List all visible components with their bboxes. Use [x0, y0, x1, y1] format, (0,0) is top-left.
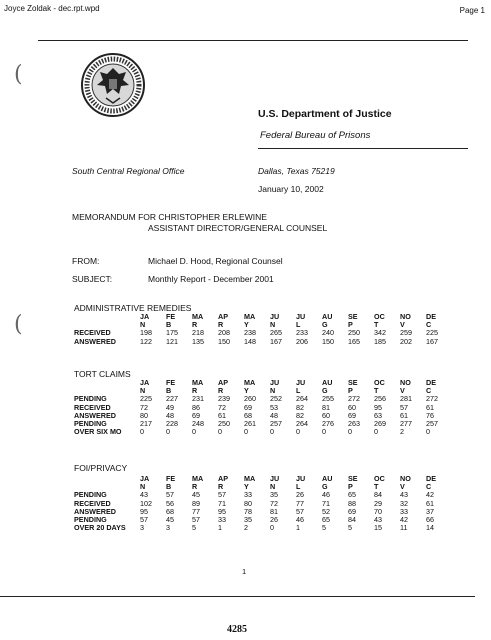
- month-header: P: [348, 482, 353, 492]
- table-cell: 57: [218, 490, 226, 500]
- month-header: AP: [218, 312, 228, 321]
- table-cell: 250: [218, 419, 230, 429]
- table-row: [74, 338, 452, 346]
- month-header: B: [166, 320, 172, 330]
- table-row: [74, 404, 452, 412]
- memo-addressee-title: ASSISTANT DIRECTOR/GENERAL COUNSEL: [148, 223, 328, 233]
- table-cell: 56: [166, 498, 174, 508]
- table-cell: 84: [374, 490, 382, 500]
- table-cell: 45: [166, 515, 174, 525]
- table-cell: 61: [426, 402, 434, 412]
- table-cell: 57: [166, 490, 174, 500]
- admin-remedies-table: [74, 313, 452, 346]
- table-cell: 208: [218, 328, 230, 338]
- table-cell: 206: [296, 336, 308, 346]
- table-cell: 1: [296, 523, 300, 533]
- table-cell: 0: [244, 427, 248, 437]
- month-header: JU: [296, 312, 306, 321]
- memo-addressee: MEMORANDUM FOR CHRISTOPHER ERLEWINE: [72, 212, 267, 222]
- month-header: L: [296, 386, 301, 396]
- month-header: R: [192, 320, 198, 330]
- table-cell: 46: [296, 515, 304, 525]
- table-row: [74, 420, 452, 428]
- table-cell: 32: [400, 498, 408, 508]
- margin-mark: (: [14, 312, 23, 337]
- month-header: T: [374, 386, 379, 396]
- table-cell: 228: [166, 419, 178, 429]
- month-header: N: [270, 386, 276, 396]
- bates-number: 4285: [227, 624, 247, 635]
- table-cell: 0: [270, 427, 274, 437]
- month-header: JU: [270, 312, 280, 321]
- table-cell: 82: [296, 402, 304, 412]
- table-cell: 217: [140, 419, 152, 429]
- table-cell: 185: [374, 336, 386, 346]
- table-cell: 42: [426, 490, 434, 500]
- memo-date: January 10, 2002: [258, 184, 324, 194]
- table-row: [74, 524, 452, 532]
- from-label: FROM:: [72, 256, 100, 266]
- table-cell: 257: [426, 419, 438, 429]
- table-cell: 257: [270, 419, 282, 429]
- table-cell: 238: [244, 328, 256, 338]
- month-header: DE: [426, 474, 436, 483]
- table-cell: 255: [322, 394, 334, 404]
- table-cell: 52: [322, 506, 330, 516]
- table-cell: 78: [244, 506, 252, 516]
- table-cell: 43: [374, 515, 382, 525]
- table-cell: 84: [348, 515, 356, 525]
- table-cell: 37: [426, 506, 434, 516]
- table-cell: 26: [270, 515, 278, 525]
- month-header: C: [426, 482, 432, 492]
- table-row: [74, 491, 452, 499]
- table-cell: 252: [270, 394, 282, 404]
- table-cell: 1: [218, 523, 222, 533]
- table-cell: 86: [192, 402, 200, 412]
- month-header: P: [348, 320, 353, 330]
- row-label: ANSWERED: [74, 336, 116, 346]
- table-cell: 66: [426, 515, 434, 525]
- table-cell: 68: [166, 506, 174, 516]
- month-header: V: [400, 386, 405, 396]
- table-cell: 48: [270, 410, 278, 420]
- table-cell: 0: [296, 427, 300, 437]
- table-cell: 60: [348, 402, 356, 412]
- month-header: B: [166, 482, 172, 492]
- month-header: AU: [322, 474, 333, 483]
- month-header: N: [140, 320, 146, 330]
- month-header: Y: [244, 320, 249, 330]
- month-header: C: [426, 386, 432, 396]
- table-cell: 72: [270, 498, 278, 508]
- table-cell: 70: [374, 506, 382, 516]
- table-cell: 225: [426, 328, 438, 338]
- table-cell: 57: [296, 506, 304, 516]
- table-cell: 150: [218, 336, 230, 346]
- month-header: OC: [374, 378, 385, 387]
- month-header: FE: [166, 378, 176, 387]
- foi-privacy-table: [74, 475, 452, 532]
- table-cell: 95: [218, 506, 226, 516]
- table-cell: 0: [270, 523, 274, 533]
- subject-value: Monthly Report - December 2001: [148, 274, 274, 284]
- table-cell: 43: [140, 490, 148, 500]
- table-cell: 63: [374, 410, 382, 420]
- month-header: AP: [218, 378, 228, 387]
- table-cell: 264: [296, 419, 308, 429]
- month-header: DE: [426, 378, 436, 387]
- month-header-row: [74, 321, 452, 329]
- table-cell: 342: [374, 328, 386, 338]
- month-header: MA: [244, 474, 256, 483]
- table-cell: 33: [400, 506, 408, 516]
- table-cell: 61: [400, 410, 408, 420]
- month-header-row: [74, 313, 452, 321]
- table-cell: 122: [140, 336, 152, 346]
- table-cell: 60: [322, 410, 330, 420]
- table-cell: 0: [166, 427, 170, 437]
- page-label: Page 1: [459, 6, 485, 15]
- month-header: V: [400, 482, 405, 492]
- month-header: JU: [296, 474, 306, 483]
- page-number: 1: [242, 567, 247, 576]
- table-cell: 35: [244, 515, 252, 525]
- row-label: RECEIVED: [74, 498, 111, 508]
- table-cell: 81: [270, 506, 278, 516]
- table-cell: 71: [322, 498, 330, 508]
- table-cell: 49: [166, 402, 174, 412]
- table-cell: 95: [140, 506, 148, 516]
- month-header: NO: [400, 378, 411, 387]
- table-cell: 248: [192, 419, 204, 429]
- table-cell: 0: [140, 427, 144, 437]
- office-name: South Central Regional Office: [72, 166, 185, 176]
- table-cell: 68: [244, 410, 252, 420]
- table-cell: 14: [426, 523, 434, 533]
- row-label: PENDING: [74, 394, 107, 404]
- table-cell: 150: [322, 336, 334, 346]
- table-cell: 69: [348, 506, 356, 516]
- table-cell: 260: [244, 394, 256, 404]
- table-cell: 11: [400, 523, 408, 533]
- table-cell: 33: [218, 515, 226, 525]
- table-cell: 233: [296, 328, 308, 338]
- month-header: JU: [270, 378, 280, 387]
- table-cell: 65: [322, 515, 330, 525]
- month-header-row: [74, 475, 452, 483]
- margin-mark: (: [14, 62, 23, 87]
- letterhead-rule: [258, 148, 468, 149]
- month-header: N: [140, 482, 146, 492]
- office-location: Dallas, Texas 75219: [258, 166, 335, 176]
- month-header: G: [322, 482, 328, 492]
- table-cell: 218: [192, 328, 204, 338]
- table-cell: 259: [400, 328, 412, 338]
- document-filename: Joyce Zoldak - dec.rpt.wpd: [4, 4, 100, 13]
- month-header: Y: [244, 482, 249, 492]
- table-cell: 0: [426, 427, 430, 437]
- table-cell: 33: [244, 490, 252, 500]
- month-header-row: [74, 387, 452, 395]
- row-label: PENDING: [74, 515, 107, 525]
- table-cell: 272: [426, 394, 438, 404]
- month-header: MA: [192, 312, 204, 321]
- row-label: RECEIVED: [74, 328, 111, 338]
- month-header: R: [192, 386, 198, 396]
- table-cell: 121: [166, 336, 178, 346]
- table-cell: 0: [218, 427, 222, 437]
- row-label: ANSWERED: [74, 506, 116, 516]
- month-header: FE: [166, 312, 176, 321]
- table-row: [74, 395, 452, 403]
- month-header: R: [218, 320, 224, 330]
- table-cell: 2: [244, 523, 248, 533]
- month-header: T: [374, 320, 379, 330]
- table-cell: 167: [270, 336, 282, 346]
- month-header: NO: [400, 312, 411, 321]
- table-cell: 69: [244, 402, 252, 412]
- month-header: G: [322, 320, 328, 330]
- table-cell: 276: [322, 419, 334, 429]
- table-cell: 42: [400, 515, 408, 525]
- table-cell: 57: [400, 402, 408, 412]
- table-cell: 69: [192, 410, 200, 420]
- table-cell: 165: [348, 336, 360, 346]
- month-header: OC: [374, 312, 385, 321]
- month-header: C: [426, 320, 432, 330]
- table-cell: 277: [400, 419, 412, 429]
- table-cell: 57: [140, 515, 148, 525]
- table-cell: 95: [374, 402, 382, 412]
- table-cell: 261: [244, 419, 256, 429]
- table-cell: 48: [166, 410, 174, 420]
- table-cell: 167: [426, 336, 438, 346]
- table-cell: 0: [348, 427, 352, 437]
- table-cell: 272: [348, 394, 360, 404]
- month-header: N: [140, 386, 146, 396]
- month-header: MA: [244, 378, 256, 387]
- table-row: [74, 500, 452, 508]
- month-header: N: [270, 482, 276, 492]
- table-cell: 35: [270, 490, 278, 500]
- month-header: N: [270, 320, 276, 330]
- table-row: [74, 329, 452, 337]
- table-cell: 72: [218, 402, 226, 412]
- bottom-rule: [0, 596, 475, 597]
- month-header: MA: [192, 378, 204, 387]
- month-header: G: [322, 386, 328, 396]
- from-value: Michael D. Hood, Regional Counsel: [148, 256, 283, 266]
- month-header: JA: [140, 474, 150, 483]
- table-cell: 72: [140, 402, 148, 412]
- table-cell: 198: [140, 328, 152, 338]
- table-row: [74, 508, 452, 516]
- table-cell: 53: [270, 402, 278, 412]
- month-header: AU: [322, 312, 333, 321]
- month-header: SE: [348, 378, 358, 387]
- month-header: MA: [192, 474, 204, 483]
- table-cell: 69: [348, 410, 356, 420]
- table-cell: 45: [192, 490, 200, 500]
- table-cell: 269: [374, 419, 386, 429]
- table-cell: 77: [296, 498, 304, 508]
- table-cell: 227: [166, 394, 178, 404]
- month-header: FE: [166, 474, 176, 483]
- month-header: JA: [140, 378, 150, 387]
- table-cell: 135: [192, 336, 204, 346]
- table-cell: 82: [296, 410, 304, 420]
- table-cell: 175: [166, 328, 178, 338]
- month-header: OC: [374, 474, 385, 483]
- table-cell: 202: [400, 336, 412, 346]
- table-cell: 89: [192, 498, 200, 508]
- month-header: MA: [244, 312, 256, 321]
- month-header: R: [192, 482, 198, 492]
- table-cell: 61: [218, 410, 226, 420]
- month-header: AU: [322, 378, 333, 387]
- month-header: R: [218, 482, 224, 492]
- month-header-row: [74, 379, 452, 387]
- table-cell: 281: [400, 394, 412, 404]
- table-cell: 29: [374, 498, 382, 508]
- section-title: FOI/PRIVACY: [74, 463, 128, 473]
- subject-label: SUBJECT:: [72, 274, 113, 284]
- table-row: [74, 428, 452, 436]
- table-row: [74, 516, 452, 524]
- table-cell: 61: [426, 498, 434, 508]
- table-cell: 76: [426, 410, 434, 420]
- table-cell: 225: [140, 394, 152, 404]
- table-cell: 0: [374, 427, 378, 437]
- month-header: T: [374, 482, 379, 492]
- table-cell: 102: [140, 498, 152, 508]
- table-row: [74, 412, 452, 420]
- table-cell: 81: [322, 402, 330, 412]
- row-label: ANSWERED: [74, 410, 116, 420]
- table-cell: 264: [296, 394, 308, 404]
- row-label: PENDING: [74, 419, 107, 429]
- tort-claims-table: [74, 379, 452, 436]
- table-cell: 239: [218, 394, 230, 404]
- month-header: Y: [244, 386, 249, 396]
- month-header: SE: [348, 474, 358, 483]
- table-cell: 65: [348, 490, 356, 500]
- month-header: P: [348, 386, 353, 396]
- table-cell: 88: [348, 498, 356, 508]
- month-header-row: [74, 483, 452, 491]
- table-cell: 46: [322, 490, 330, 500]
- bureau-title: Federal Bureau of Prisons: [260, 130, 371, 141]
- table-cell: 71: [218, 498, 226, 508]
- month-header: JU: [270, 474, 280, 483]
- table-cell: 263: [348, 419, 360, 429]
- table-cell: 5: [192, 523, 196, 533]
- month-header: DE: [426, 312, 436, 321]
- month-header: V: [400, 320, 405, 330]
- month-header: L: [296, 482, 301, 492]
- table-cell: 80: [244, 498, 252, 508]
- table-cell: 57: [192, 515, 200, 525]
- table-cell: 250: [348, 328, 360, 338]
- row-label: RECEIVED: [74, 402, 111, 412]
- table-cell: 3: [166, 523, 170, 533]
- table-cell: 148: [244, 336, 256, 346]
- month-header: NO: [400, 474, 411, 483]
- row-label: PENDING: [74, 490, 107, 500]
- month-header: JU: [296, 378, 306, 387]
- table-cell: 43: [400, 490, 408, 500]
- table-cell: 5: [348, 523, 352, 533]
- table-cell: 77: [192, 506, 200, 516]
- top-rule: [38, 40, 468, 41]
- table-cell: 265: [270, 328, 282, 338]
- table-cell: 0: [192, 427, 196, 437]
- month-header: JA: [140, 312, 150, 321]
- doj-seal-icon: [80, 52, 146, 118]
- month-header: L: [296, 320, 301, 330]
- table-cell: 0: [322, 427, 326, 437]
- table-cell: 231: [192, 394, 204, 404]
- table-cell: 80: [140, 410, 148, 420]
- section-title: ADMINISTRATIVE REMEDIES: [74, 303, 192, 313]
- department-title: U.S. Department of Justice: [258, 108, 392, 120]
- month-header: SE: [348, 312, 358, 321]
- section-title: TORT CLAIMS: [74, 369, 131, 379]
- table-cell: 15: [374, 523, 382, 533]
- month-header: R: [218, 386, 224, 396]
- row-label: OVER 20 DAYS: [74, 523, 126, 533]
- row-label: OVER SIX MO: [74, 427, 122, 437]
- table-cell: 3: [140, 523, 144, 533]
- table-cell: 240: [322, 328, 334, 338]
- table-cell: 256: [374, 394, 386, 404]
- table-cell: 5: [322, 523, 326, 533]
- table-cell: 26: [296, 490, 304, 500]
- month-header: AP: [218, 474, 228, 483]
- month-header: B: [166, 386, 172, 396]
- table-cell: 2: [400, 427, 404, 437]
